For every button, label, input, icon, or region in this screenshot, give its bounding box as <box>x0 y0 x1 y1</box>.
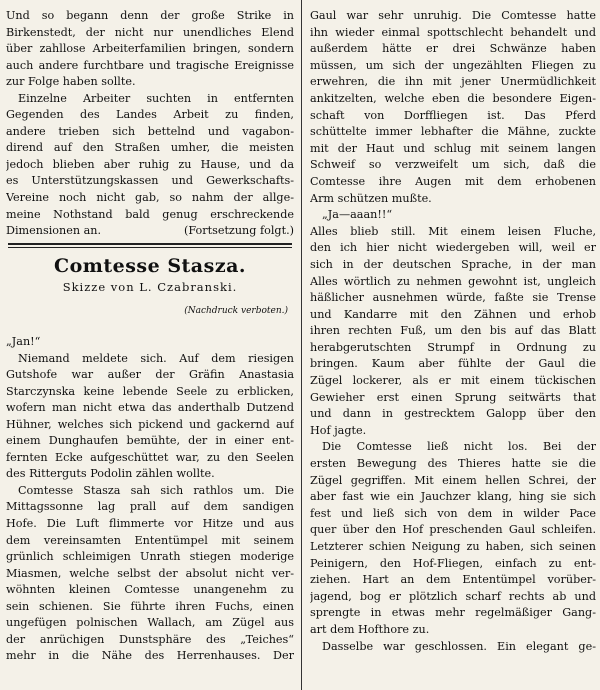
text-line: sein schienen. Sie führte ihren Fuchs, einen <box>6 599 294 613</box>
text-line: Die Comtesse ließ nicht los. Bei der <box>322 440 596 454</box>
text-line: grünlich schleimigen Unrath stiegen moderige <box>6 550 294 564</box>
text-line: ziehen. Hart an dem Ententümpel vorüber- <box>310 573 596 587</box>
text-line: dirend auf den Straßen umher, die meisten <box>6 141 294 155</box>
text-line: Dasselbe war geschlossen. Ein elegant ge- <box>322 639 596 653</box>
text-line: Zügel gegriffen. Mit einem hellen Schrei, der <box>310 473 596 487</box>
section-rule <box>8 243 292 245</box>
text-line: Alles blieb still. Mit einem leisen Fluche, <box>310 224 596 238</box>
text-line: über zahllose Arbeiterfamilien bringen, sondern <box>6 42 294 56</box>
text-fragment: Dimensionen an. <box>6 224 102 238</box>
text-line: wöhnten kleinen Comtesse unangenehm zu <box>6 583 294 597</box>
text-line: ihn wieder einmal spottschlecht behandelt und <box>310 25 596 39</box>
text-line: quer über den Hof preschenden Gaul schleifen. <box>310 523 596 537</box>
text-line: aber fast wie ein Jauchzer klang, hing sie sich <box>310 490 596 504</box>
text-line: fernten Ecke aufgeschüttet war, zu den Seelen <box>6 450 294 464</box>
text-line: erwehren, die ihn mit jener Unermüdlichkeit <box>310 75 596 89</box>
text-line: Comtesse ihre Augen mit dem erhobenen <box>310 174 596 188</box>
story-title: Comtesse Stasza. <box>53 255 247 277</box>
text-line: schüttelte immer lebhafter die Mähne, zuckte <box>310 125 596 139</box>
text-line: der anrüchigen Dunstsphäre des „Teiches“ <box>6 632 294 646</box>
text-line: Gutshofe war außer der Gräfin Anastasia <box>6 368 294 382</box>
text-line: Niemand meldete sich. Auf dem riesigen <box>18 351 294 365</box>
text-line: meine Nothstand bald genug erschreckende <box>6 207 294 221</box>
story-body <box>6 334 294 665</box>
text-line: art dem Hofthore zu. <box>310 622 430 636</box>
text-line: Zügel lockerer, als er mit einem tückischen <box>310 374 596 388</box>
text-line: sprengte in etwas mehr regelmäßiger Gang- <box>310 606 596 620</box>
text-line: Comtesse Stasza sah sich rathlos um. Die <box>18 483 294 497</box>
text-line: „Ja—aaan!!“ <box>322 208 393 222</box>
column-divider <box>301 0 302 690</box>
text-line: Arm schützen mußte. <box>310 191 432 205</box>
section-rule <box>8 247 292 248</box>
text-line: Mittagssonne lag prall auf dem sandigen <box>6 500 294 514</box>
text-line: „Jan!“ <box>6 335 41 348</box>
text-line: Alles wörtlich zu nehmen gewohnt ist, ungleich <box>310 274 596 288</box>
text-line: Peinigern, den Hof-Fliegen, einfach zu ent- <box>310 556 596 570</box>
text-line <box>6 223 294 240</box>
text-line: dem vereinsamten Ententümpel mit seinem <box>6 533 294 547</box>
text-line: Gewieher erst einen Sprung seitwärts that <box>310 390 596 404</box>
text-line: Gaul war sehr unruhig. Die Comtesse hatte <box>310 9 596 22</box>
text-line: außerdem hätte er drei Schwänze haben <box>310 42 596 56</box>
text-line: den ich hier nicht wiedergeben will, weil er <box>310 241 596 255</box>
text-line: Starczynska keine lebende Seele zu erblicken, <box>6 384 294 398</box>
text-line: ungefügen polnischen Wallach, am Zügel aus <box>6 616 294 630</box>
text-line: ihren rechten Fuß, um den bis auf das Blatt <box>310 324 596 338</box>
text-line: es Unterstützungskassen und Gewerkschafts- <box>6 174 294 188</box>
text-line: mehr in die Nähe des Herrenhauses. Der <box>6 649 294 663</box>
text-line: Hof jagte. <box>310 423 367 437</box>
text-line: ankitzelten, welche eben die besondere Eigen- <box>310 91 596 105</box>
text-line: Und so begann denn der große Strike in <box>6 9 294 22</box>
story-continuation <box>310 8 596 655</box>
reprint-notice: (Nachdruck verboten.) <box>184 306 288 316</box>
story-subtitle: Skizze von L. Czabranski. <box>62 280 238 294</box>
text-line: jagend, bog er plötzlich scharf rechts ab und <box>310 589 596 603</box>
text-line: Schweif so verzweifelt um sich, daß die <box>310 158 596 172</box>
text-line: häßlicher ausnehmen würde, faßte sie Trense <box>310 291 596 305</box>
text-line: sich in der deutschen Sprache, in der man <box>310 257 596 271</box>
text-line: wofern man nicht etwa das anderthalb Dutzend <box>6 401 294 415</box>
text-line: herabgerutschten Strumpf in Ordnung zu <box>310 340 596 354</box>
text-line: Hühner, welches sich pickend und gackernd auf <box>6 417 294 431</box>
text-line: Miasmen, welche selbst der absolut nicht ver- <box>6 566 294 580</box>
text-line: auch andere furchtbare und tragische Ereignisse <box>6 58 294 72</box>
text-line: Birkenstedt, der nicht nur unendliches Elend <box>6 25 294 39</box>
text-line: andere trieben sich bettelnd und vagabon- <box>6 124 294 138</box>
text-line: jedoch blieben aber ruhig zu Hause, und da <box>6 157 294 171</box>
text-line: einem Dunghaufen bemühte, der in einer ent- <box>6 434 294 448</box>
text-line: des Ritterguts Podolin zählen wollte. <box>6 467 215 481</box>
text-line: Letzterer schien Neigung zu haben, sich seinen <box>310 540 596 553</box>
text-line: Einzelne Arbeiter suchten in entfernten <box>18 91 294 105</box>
text-line: bringen. Kaum aber fühlte der Gaul die <box>310 357 596 371</box>
text-line: Vereine noch nicht gab, so nahm der allge- <box>6 191 294 205</box>
text-line: müssen, um sich der ungezählten Fliegen zu <box>310 58 596 72</box>
text-line: Hofe. Die Luft flimmerte vor Hitze und aus <box>6 517 294 531</box>
continuation-note: (Fortsetzung folgt.) <box>183 224 294 238</box>
text-line: Gegenden des Landes Arbeit zu finden, <box>6 108 294 122</box>
text-line: schaft von Dorffliegen ist. Das Pferd <box>310 108 596 122</box>
text-line: mit der Haut und schlug mit seinem langen <box>310 141 596 155</box>
text-line: zur Folge haben sollte. <box>6 75 136 89</box>
text-line: und Kandarre mit den Zähnen und erhob <box>310 307 596 321</box>
text-line: und dann in gestrecktem Galopp über den <box>310 407 596 421</box>
serial-ending <box>6 8 294 240</box>
text-line: ersten Bewegung des Thieres hatte sie die <box>310 457 596 471</box>
text-line: fest und ließ sich von dem in wilder Pace <box>310 506 596 520</box>
